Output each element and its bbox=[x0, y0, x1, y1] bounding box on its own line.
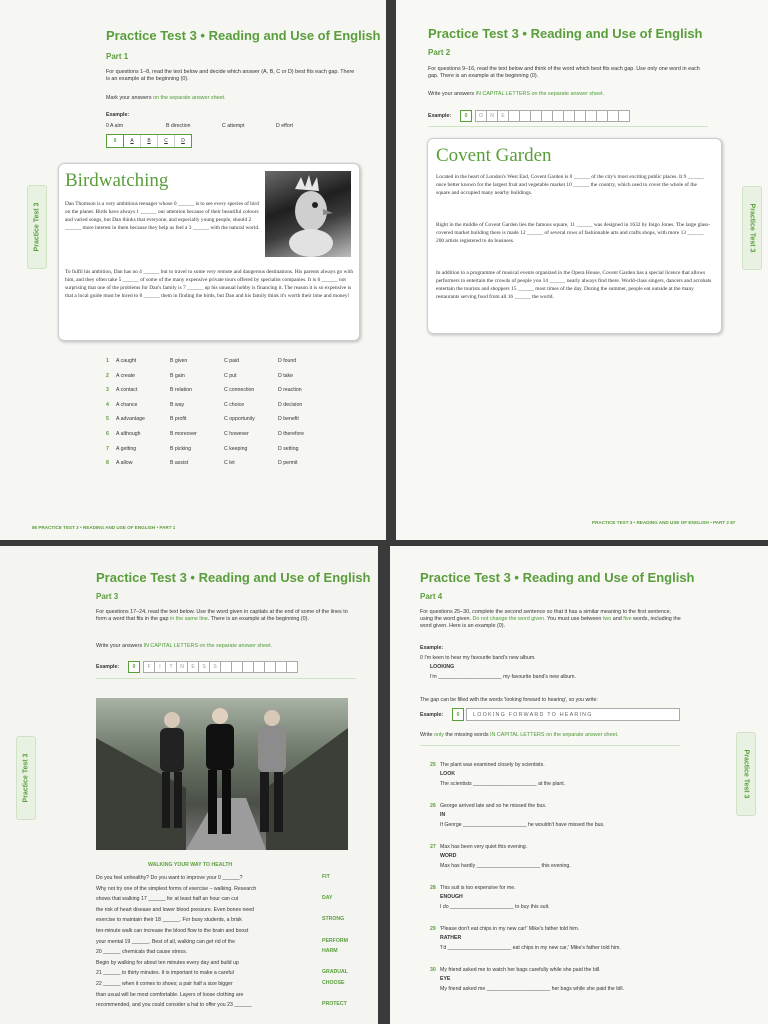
text-line: 20 ______ chemicals that cause stress. bbox=[96, 949, 188, 956]
divider bbox=[96, 678, 356, 679]
page-title: Practice Test 3 • Reading and Use of English bbox=[106, 28, 381, 43]
first-sentence: George arrived late and so he missed the bus. bbox=[440, 803, 547, 809]
answer-option: A allow bbox=[116, 460, 133, 467]
answer-option: C paid bbox=[224, 358, 239, 364]
text-line: exercise to maintain their 18 ______. For busy students, a brisk bbox=[96, 917, 242, 924]
answer-option: B picking bbox=[170, 445, 192, 452]
answer-option: A chance bbox=[116, 401, 138, 408]
answer-option: A contact bbox=[116, 387, 138, 394]
first-sentence: The plant was examined closely by scientists. bbox=[440, 762, 545, 768]
question-number: 1 bbox=[106, 358, 109, 364]
second-sentence: Max has hardly ______________________ this evening. bbox=[440, 863, 571, 869]
divider bbox=[420, 745, 680, 746]
paragraph: To fulfil his ambition, Dan has no 4 ______ but to travel to some very remote and dangerous destinations. His parents always go with him, and they often take 5 ______ of some of the many expensive private tours offered by specialist companies. It is 6 ______ not surprising that one of the problems for Dan's family is 7 ______ up his unusual hobby is financing it. The reason it is so expensive is that a local guide must be hired to 8 ______ them in finding the birds, but Dan and his family think it's worth their time and money! bbox=[65, 269, 354, 299]
answer-cell: E bbox=[187, 661, 199, 673]
paragraph: In addition to a programme of musical events organized in the Opera House, Covent Garden has a special licence that allows performers to entertain the crowds of people you 14 ______ nearly always find there. World-class singers, dancers and acrobats entertain the tourists and shoppers 15 ______ most times of the day. During the summer, people eat outside at the many restaurants serving food from all 16 ______ the world. bbox=[436, 270, 712, 300]
text-title: WALKING YOUR WAY TO HEALTH bbox=[148, 862, 233, 868]
answer-instructions: Write your answers IN CAPITAL LETTERS on the separate answer sheet. bbox=[428, 91, 605, 97]
answer-option: C keeping bbox=[224, 445, 248, 452]
answer-option: B gain bbox=[170, 372, 185, 379]
answer-cell: F bbox=[143, 661, 155, 673]
question-number: 8 bbox=[106, 460, 109, 467]
bird-photo bbox=[265, 171, 351, 257]
answer-option: D found bbox=[278, 358, 297, 364]
example-label: Example: bbox=[420, 712, 444, 718]
question-number: 25 bbox=[430, 762, 436, 768]
answer-option: B relation bbox=[170, 387, 192, 394]
stem-word: PROTECT bbox=[322, 1001, 347, 1008]
question-number: 28 bbox=[430, 885, 436, 891]
instructions: For questions 9–16, read the text below and think of the word which best fits each gap. Use only one word in each gap. There is an example at the beginning (0). bbox=[428, 66, 700, 80]
example-label: Example: bbox=[96, 664, 120, 670]
example-option: D effort bbox=[276, 123, 293, 129]
stem-word: DAY bbox=[322, 895, 333, 902]
question-number: 30 bbox=[430, 967, 436, 973]
key-word: WORD bbox=[440, 853, 457, 859]
side-tab: Practice Test 3 bbox=[742, 186, 762, 270]
text-title: Birdwatching bbox=[65, 170, 169, 191]
paragraph: Located in the heart of London's West End, Covent Garden is 0 ______ of the city's most exciting public places. It 9 ______ once better known for the largest fruit and vegetable market 10 ______ the country, which used to cover the whole of the square and occupied many nearby buildings. bbox=[436, 174, 704, 196]
question-number: 5 bbox=[106, 416, 109, 423]
answer-option: C choice bbox=[224, 401, 245, 408]
answer-option: A caught bbox=[116, 358, 137, 364]
answer-instructions: Write your answers IN CAPITAL LETTERS on the separate answer sheet. bbox=[96, 643, 273, 649]
answer-option: C let bbox=[224, 460, 235, 467]
stem-word: FIT bbox=[322, 874, 330, 880]
answer-cell: S bbox=[209, 661, 221, 673]
side-tab: Practice Test 3 bbox=[736, 732, 756, 816]
question-number: 2 bbox=[106, 372, 109, 379]
key-word: EYE bbox=[440, 976, 451, 982]
example-answer-box: 0 A B C D bbox=[106, 134, 192, 148]
side-tab: Practice Test 3 bbox=[16, 736, 36, 820]
example-option: 0 A aim bbox=[106, 123, 124, 129]
first-sentence: My friend asked me to watch her bags carefully while she paid the bill. bbox=[440, 967, 601, 973]
text-line: Do you feel unhealthy? Do you want to improve your 0 ______? bbox=[96, 875, 243, 881]
text-line: the risk of heart disease and lower blood pressure. Even bones need bbox=[96, 906, 255, 913]
page-88 bbox=[0, 546, 378, 1024]
example-word: LOOKING bbox=[430, 664, 455, 670]
key-word: ENOUGH bbox=[440, 894, 463, 900]
example-line: I'm ______________________ my favourite band's new album. bbox=[430, 674, 576, 680]
answer-cell bbox=[286, 661, 298, 673]
answer-cell: N bbox=[176, 661, 188, 673]
page-86 bbox=[0, 0, 386, 540]
page-title: Practice Test 3 • Reading and Use of English bbox=[96, 570, 371, 585]
example-number-box: 0 bbox=[452, 708, 464, 721]
question-number: 29 bbox=[430, 926, 436, 932]
answer-cell: N bbox=[486, 110, 498, 122]
text-line: your mental 19 ______. Best of all, walking can get rid of the bbox=[96, 938, 235, 945]
key-word: RATHER bbox=[440, 935, 462, 941]
part-heading: Part 2 bbox=[428, 48, 451, 57]
key-word: IN bbox=[440, 812, 446, 818]
example-answer-box: LOOKING FORWARD TO HEARING bbox=[466, 708, 680, 721]
gap-note: The gap can be filled with the words 'looking forward to hearing', so you write: bbox=[420, 697, 598, 703]
text-line: ten-minute walk can increase the blood flow to the brain and boost bbox=[96, 928, 249, 934]
question-number: 27 bbox=[430, 844, 436, 850]
text-line: recommended, and you could consider a hat to offer you 23 ______ bbox=[96, 1002, 252, 1009]
answer-option: D decision bbox=[278, 401, 303, 408]
part-heading: Part 3 bbox=[96, 592, 119, 601]
text-line: Begin by walking for about ten minutes every day and build up bbox=[96, 959, 239, 966]
text-box bbox=[58, 163, 360, 341]
answer-option: D take bbox=[278, 372, 293, 379]
side-tab: Practice Test 3 bbox=[27, 185, 47, 269]
answer-cell: T bbox=[165, 661, 177, 673]
key-word: LOOK bbox=[440, 771, 455, 777]
example-option: C attempt bbox=[222, 123, 245, 129]
question-number: 4 bbox=[106, 401, 109, 408]
answer-option: C put bbox=[224, 372, 237, 379]
answer-option: A create bbox=[116, 372, 136, 379]
answer-option: D setting bbox=[278, 445, 299, 452]
example-answer-grid bbox=[128, 661, 298, 673]
answer-option: B moreover bbox=[170, 431, 197, 437]
first-sentence: 'Please don't eat chips in my new car!' Mike's father told him. bbox=[440, 926, 580, 932]
walkers-icon bbox=[96, 698, 348, 850]
text-line: 21 ______ to thirty minutes. It is important to make a careful bbox=[96, 970, 234, 977]
second-sentence: 'I'd ______________________ eat chips in my new car,' Mike's father told him. bbox=[440, 945, 621, 951]
divider bbox=[428, 126, 708, 127]
answer-cell: E bbox=[497, 110, 509, 122]
instructions: For questions 1–8, read the text below and decide which answer (A, B, C or D) best fits each gap. There is an example at the beginning (0). bbox=[106, 69, 355, 83]
answer-option: A getting bbox=[116, 445, 137, 452]
example-sentence: 0 I'm keen to hear my favourite band's new album. bbox=[420, 655, 536, 661]
answer-cell: I bbox=[154, 661, 166, 673]
answer-instructions: Write only the missing words IN CAPITAL LETTERS on the separate answer sheet. bbox=[420, 732, 619, 738]
page-87 bbox=[396, 0, 768, 540]
text-line: 22 ______ when it comes to shoes; a pair half a size bigger bbox=[96, 981, 233, 987]
instructions: For questions 25–30, complete the second sentence so that it has a similar meaning to the first sentence, using the word given. Do not change the word given. You must use between two and five words, including the word given. Here is an example (0). bbox=[420, 609, 681, 630]
paragraph: Right in the middle of Covent Garden lies the famous square, 11 ______ was designed in 1632 by Inigo Jones. The large glass-covered market building there is made 12 ______ of several rows of fashionable arts and crafts shops, with more 13 ______ 200 artists registered to do business. bbox=[436, 222, 711, 244]
answer-option: D therefore bbox=[278, 431, 304, 437]
text-title: Covent Garden bbox=[436, 145, 552, 166]
answer-option: C opportunity bbox=[224, 416, 255, 423]
answer-instructions: Mark your answers on the separate answer sheet. bbox=[106, 95, 226, 101]
question-number: 6 bbox=[106, 431, 109, 437]
instructions: For questions 17–24, read the text below. Use the word given in capitals at the end of some of the lines to form a word that fits in the gap in the same line. There is an example at the beginning (0). bbox=[96, 609, 348, 623]
answer-option: C however bbox=[224, 431, 249, 437]
paragraph: Dan Thomson is a very ambitious teenager whose 0 ______ is to see every species of bird on the planet. Birds have always 1 ______ our attention because of their beautiful colours and varied songs, but Dan thinks that everyone, and especially young people, should 2 ______ more interest in them because they help us feel a 3 ______ with the natural world. bbox=[65, 201, 260, 231]
example-label: Example: bbox=[428, 113, 452, 119]
answer-option: C connection bbox=[224, 387, 255, 394]
answer-cell bbox=[618, 110, 630, 122]
question-number: 3 bbox=[106, 387, 109, 394]
bird-icon bbox=[265, 171, 351, 257]
first-sentence: This suit is too expensive for me. bbox=[440, 885, 516, 891]
answer-cell: O bbox=[475, 110, 487, 122]
answer-option: D reaction bbox=[278, 387, 302, 394]
stem-word: STRONG bbox=[322, 916, 345, 923]
answer-option: D permit bbox=[278, 460, 298, 467]
answer-option: B profit bbox=[170, 416, 187, 423]
page-89 bbox=[390, 546, 768, 1024]
page-title: Practice Test 3 • Reading and Use of English bbox=[428, 26, 703, 41]
stem-word: HARM bbox=[322, 948, 338, 955]
question-number: 7 bbox=[106, 445, 109, 452]
example-answer-grid bbox=[460, 110, 630, 122]
answer-option: B assist bbox=[170, 460, 189, 467]
answer-cell: S bbox=[198, 661, 210, 673]
text-box bbox=[427, 138, 722, 334]
stem-word: GRADUAL bbox=[322, 969, 348, 976]
stem-word: CHOOSE bbox=[322, 980, 345, 986]
page-title: Practice Test 3 • Reading and Use of English bbox=[420, 570, 695, 585]
page-footer: 86 PRACTICE TEST 3 • READING AND USE OF ENGLISH • PART 1 bbox=[32, 525, 176, 530]
text-line: than usual will be most comfortable. Layers of loose clothing are bbox=[96, 991, 244, 998]
part-heading: Part 4 bbox=[420, 592, 443, 601]
second-sentence: The scientists ______________________ at the plant. bbox=[440, 781, 566, 787]
example-number-cell: 0 bbox=[460, 110, 472, 122]
text-line: Why not try one of the simplest forms of exercise – walking. Research bbox=[96, 885, 257, 892]
example-label: Example: bbox=[106, 112, 130, 118]
text-line: shows that walking 17 ______ for at least half an hour can cut bbox=[96, 896, 239, 903]
answer-option: B way bbox=[170, 401, 185, 408]
part-heading: Part 1 bbox=[106, 52, 129, 61]
question-number: 26 bbox=[430, 803, 436, 809]
walking-photo bbox=[96, 698, 348, 850]
answer-option: A advantage bbox=[116, 416, 145, 423]
example-option: B direction bbox=[166, 123, 191, 129]
answer-option: A although bbox=[116, 431, 141, 437]
example-number-cell: 0 bbox=[128, 661, 140, 673]
example-heading: Example: bbox=[420, 645, 444, 651]
second-sentence: If George ______________________ he wouldn't have missed the bus. bbox=[440, 822, 605, 828]
stem-word: PERFORM bbox=[322, 937, 348, 944]
second-sentence: My friend asked me ______________________ her bags while she paid the bill. bbox=[440, 986, 624, 992]
first-sentence: Max has been very quiet this evening. bbox=[440, 844, 528, 850]
page-footer: PRACTICE TEST 3 • READING AND USE OF ENGLISH • PART 2 87 bbox=[592, 520, 736, 525]
answer-option: B given bbox=[170, 358, 188, 364]
second-sentence: I do ______________________ to buy this suit. bbox=[440, 904, 550, 910]
answer-option: D benefit bbox=[278, 416, 299, 423]
